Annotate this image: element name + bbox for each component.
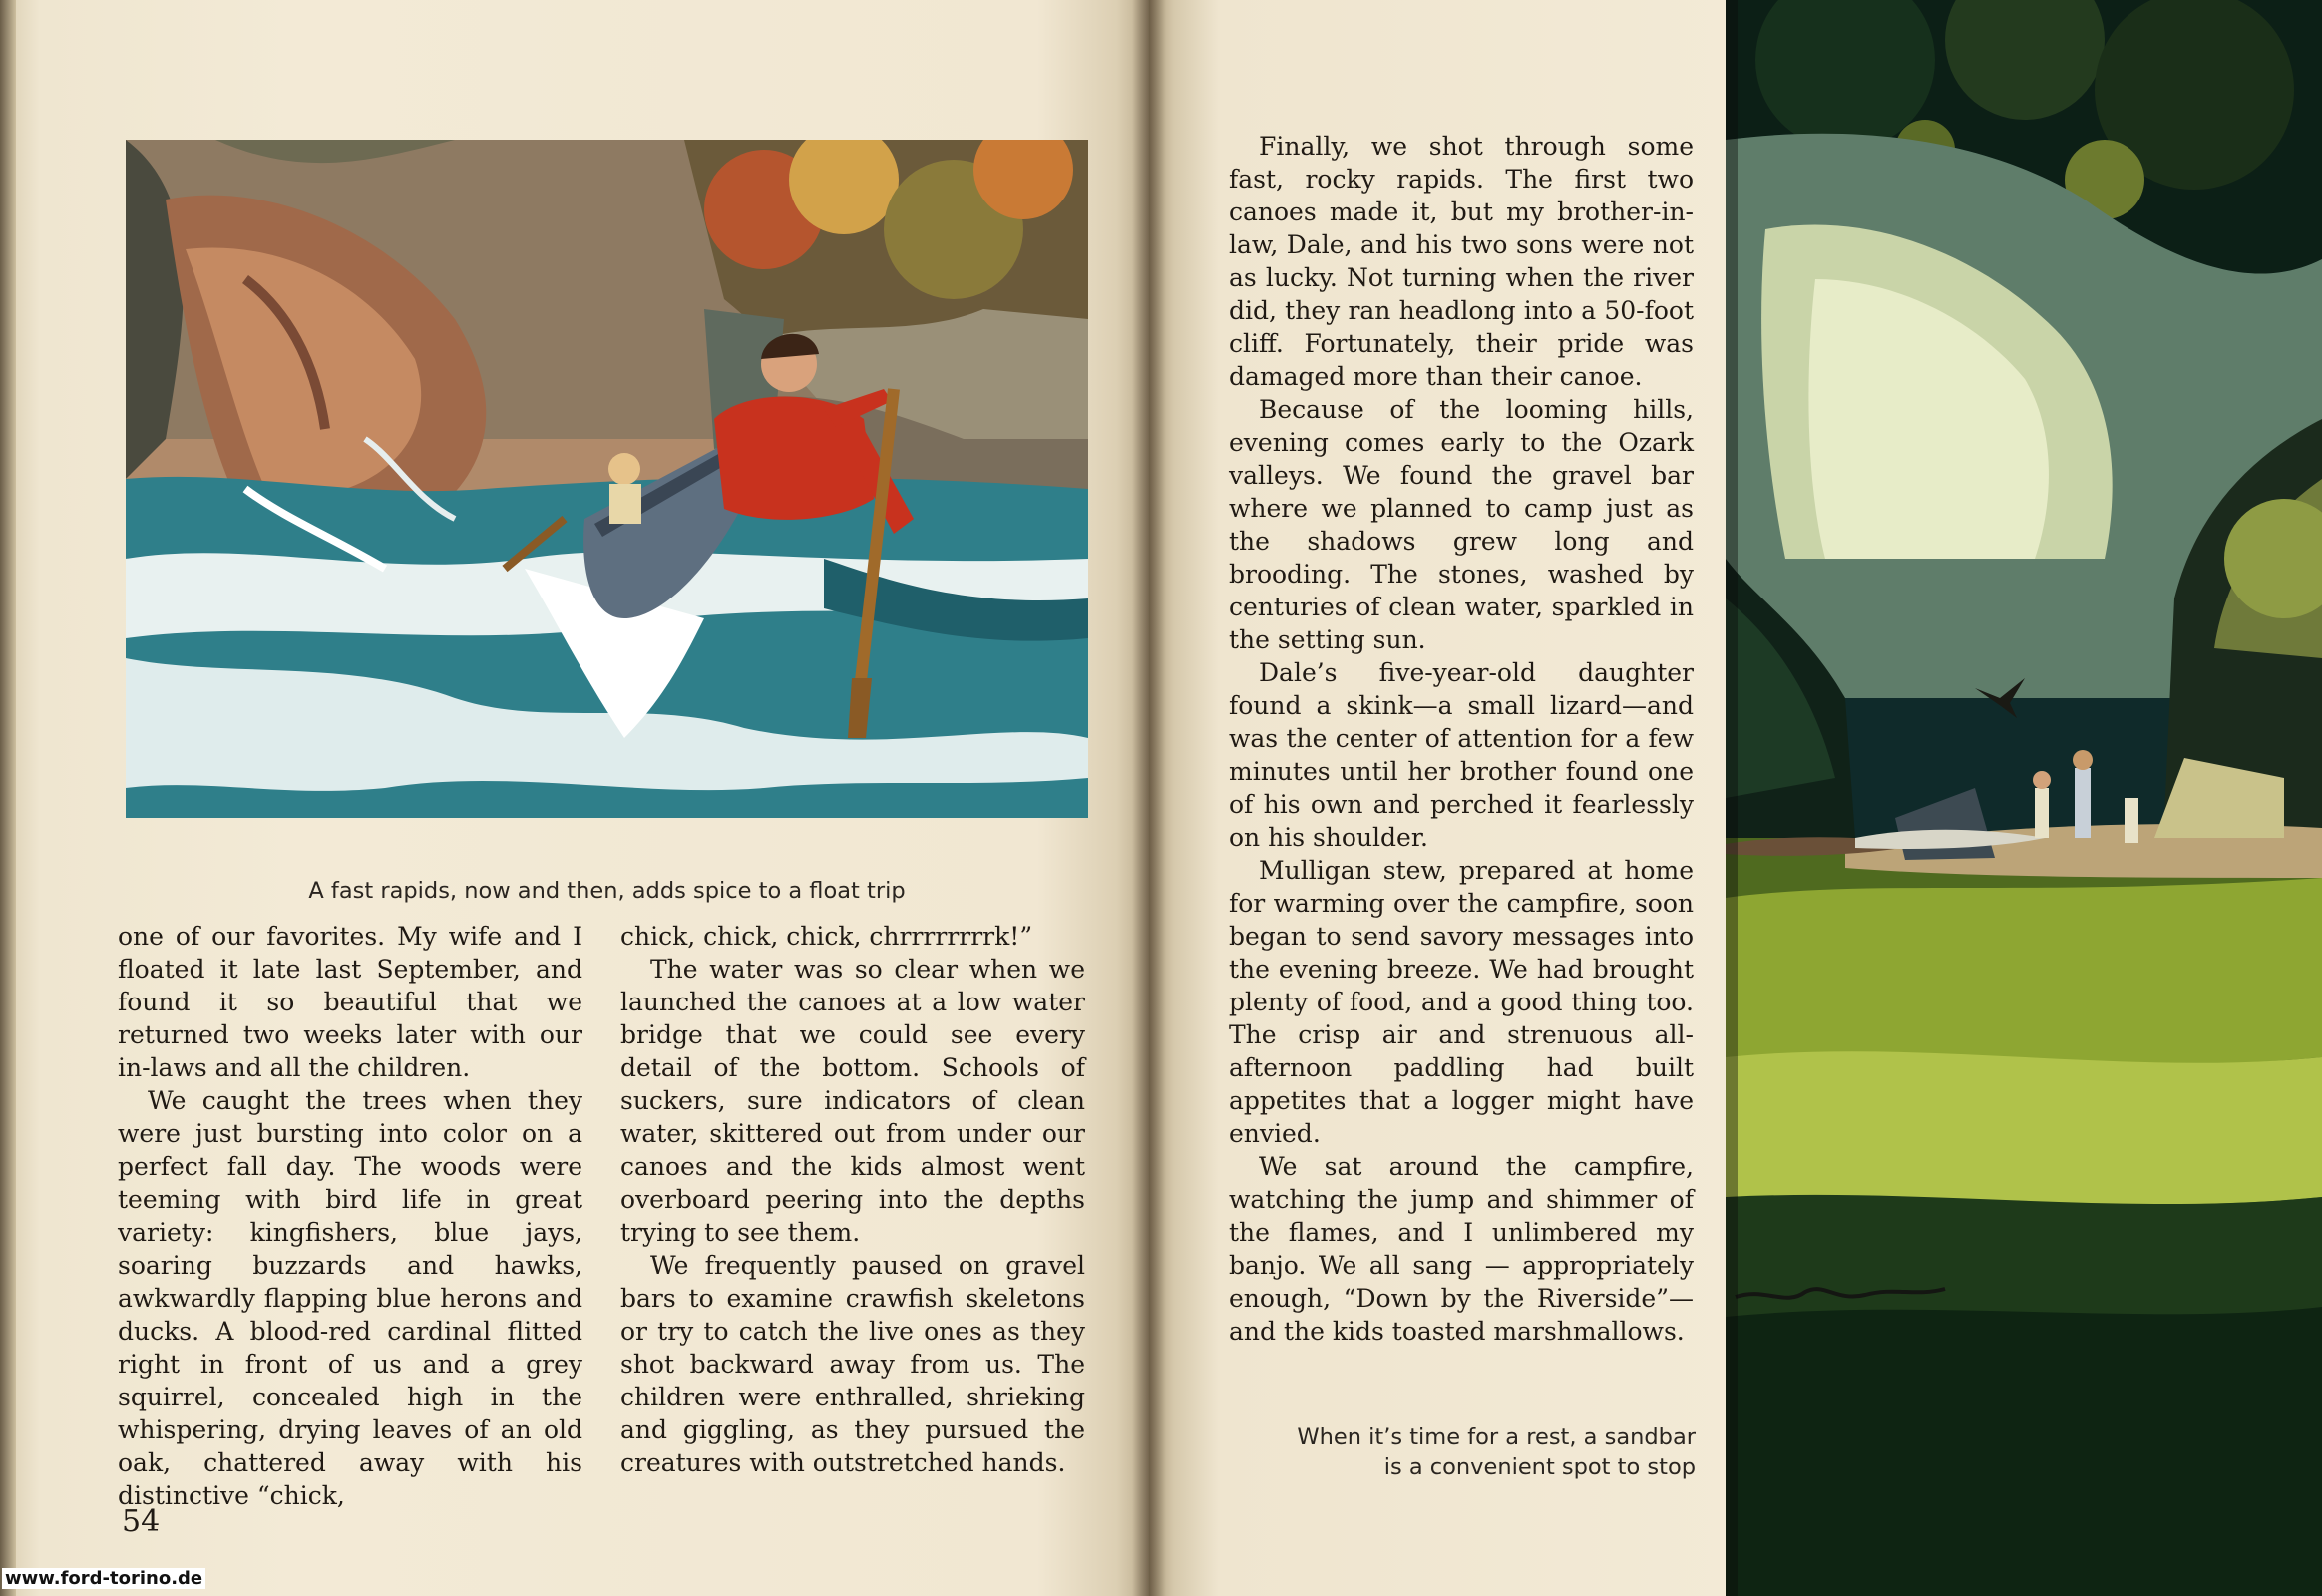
paragraph: Mulligan stew, prepared at home for warming over the campfire, soon began to send savory messages into the evening breeze. We had brought plenty of food, and a good thing too. The crisp air and strenuous all-afternoon paddling had built appetites that a logger might have envied.: [1229, 856, 1694, 1148]
paragraph: Dale’s five-year-old daughter found a skink—a small lizard—and was the center of attention for a few minutes until her brother found one of his own and perched it fearlessly on his shoulder.: [1229, 658, 1694, 852]
paragraph: We sat around the campfire, watching the jump and shimmer of the flames, and I unlimbered my banjo. We all sang — appropriately enough, “Down by the Riverside”— and the kids toasted marshmallows.: [1229, 1152, 1694, 1346]
paragraph: The water was so clear when we launched the canoes at a low water bridge that we could see every detail of the bottom. Schools of suckers, sure indicators of clean water, skittered out from under our canoes and the kids almost went overboard peering into the depths trying to see them.: [620, 955, 1085, 1247]
rapids-caption: A fast rapids, now and then, adds spice to a float trip: [308, 878, 906, 904]
paragraph: one of our favorites. My wife and I floated it late last September, and found it so beautiful that we returned two weeks later with our in-laws and all the children.: [118, 922, 582, 1082]
paragraph: We caught the trees when they were just bursting into color on a perfect fall day. The woods were teeming with bird life in great variety: kingfishers, blue jays, soaring buzzards and hawks, awkwardly flapping blue herons and ducks. A blood-red cardinal flitted right in front of us and a grey squirrel, concealed high in the whispering, drying leaves of an old oak, chattered away with his distinctive “chick,: [118, 1086, 582, 1510]
book-edge: [0, 0, 16, 1596]
text-column-2: [620, 920, 1085, 1479]
paragraph: Because of the looming hills, evening comes early to the Ozark valleys. We found the gravel bar where we planned to camp just as the shadows grew long and brooding. The stones, washed by centuries of clean water, sparkled in the setting sun.: [1229, 395, 1694, 654]
caption-line: is a convenient spot to stop: [1383, 1454, 1696, 1480]
paragraph: We frequently paused on gravel bars to examine crawfish skeletons or try to catch the live ones as they shot backward away from us. The children were enthralled, shrieking and giggling, as they pursued the creatures with outstretched hands.: [620, 1251, 1085, 1477]
left-page: [0, 0, 1149, 1596]
sandbar-caption: [1167, 1422, 1696, 1482]
sandbar-campsite-illustration: [1726, 0, 2322, 1596]
paragraph: Finally, we shot through some fast, rocky rapids. The first two canoes made it, but my brother-in-law, Dale, and his two sons were not as lucky. Not turning when the river did, they ran headlong into a 50-foot cliff. Fortunately, their pride was damaged more than their canoe.: [1229, 132, 1694, 391]
page-number: 54: [122, 1504, 161, 1539]
watermark: www.ford-torino.de: [2, 1568, 205, 1589]
text-column-1: [118, 920, 582, 1512]
rapids-illustration: [126, 140, 1088, 818]
paragraph: chick, chick, chick, chrrrrrrrrk!”: [620, 922, 1033, 951]
text-column-3: [1229, 130, 1694, 1348]
caption-line: When it’s time for a rest, a sandbar: [1297, 1424, 1696, 1450]
book-gutter: [1132, 0, 1166, 1596]
